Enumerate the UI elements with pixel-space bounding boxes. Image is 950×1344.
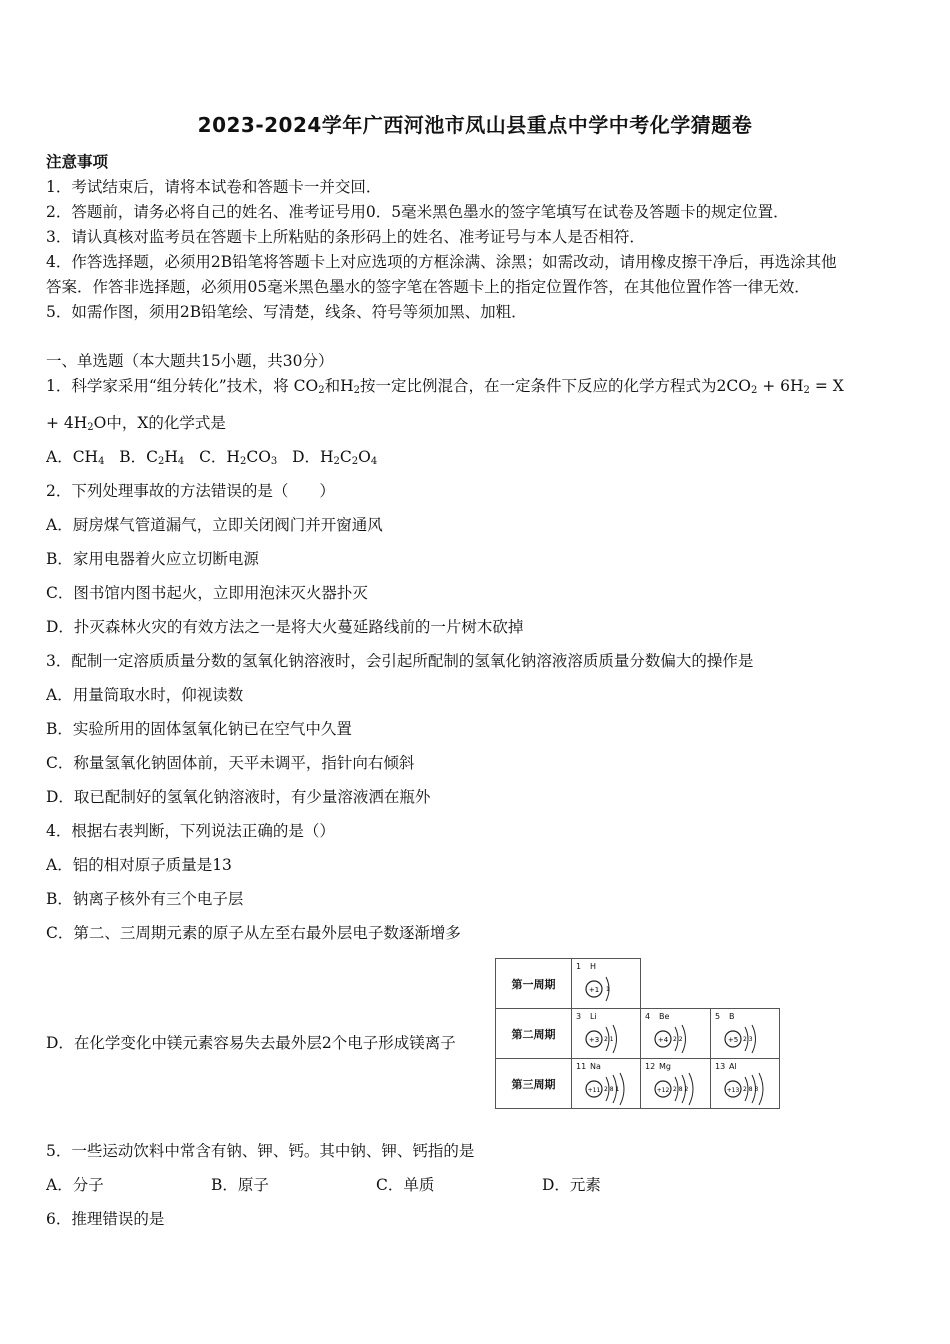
q6-stem: 6．推理错误的是 xyxy=(46,1210,165,1228)
svg-text:+3: +3 xyxy=(588,1036,600,1044)
q1-option-d: D．$H_2C_2O_4$ xyxy=(292,448,378,467)
atom-diagram-h xyxy=(580,971,630,1007)
section-heading: 一、单选题（本大题共15小题，共30分） xyxy=(46,352,334,370)
atom-diagram-li xyxy=(580,1021,636,1057)
atom-diagram-b xyxy=(719,1021,775,1057)
q5-option-a: A．分子 xyxy=(46,1176,104,1194)
q4-option-b: B．钠离子核外有三个电子层 xyxy=(46,890,244,908)
svg-text:+11: +11 xyxy=(587,1087,601,1094)
q1-option-c: C．$H_2CO_3$ xyxy=(199,448,278,467)
svg-text:+5: +5 xyxy=(727,1036,739,1044)
q2-option-a: A．厨房煤气管道漏气，立即关闭阀门并开窗通风 xyxy=(46,516,383,534)
svg-text:+13: +13 xyxy=(726,1087,740,1094)
q1-option-b: B．$C_2H_4$ xyxy=(119,448,185,467)
notice-item-2: 2．答题前，请务必将自己的姓名、准考证号用0．5毫米黑色墨水的签字笔填写在试卷及答题卡的规定位置． xyxy=(46,203,789,221)
q4-option-c: C．第二、三周期元素的原子从左至右最外层电子数逐渐增多 xyxy=(46,924,461,942)
svg-text:+12: +12 xyxy=(656,1087,670,1094)
svg-text:+1: +1 xyxy=(588,986,600,994)
q4-option-d: D．在化学变化中镁元素容易失去最外层2个电子形成镁离子 xyxy=(46,1034,456,1052)
q2-option-d: D．扑灭森林火灾的有效方法之一是将大火蔓延路线前的一片树木砍掉 xyxy=(46,618,524,636)
notice-item-5: 5．如需作图，须用2B铅笔绘、写清楚，线条、符号等须加黑、加粗． xyxy=(46,303,527,321)
q4-stem: 4．根据右表判断，下列说法正确的是（） xyxy=(46,822,335,840)
notice-heading: 注意事项 xyxy=(46,152,109,171)
q5-option-c: C．单质 xyxy=(376,1176,435,1194)
row-label-period-3: 第三周期 xyxy=(495,1058,572,1109)
q3-option-a: A．用量筒取水时，仰视读数 xyxy=(46,686,244,704)
element-cell-b: 5 B +5 2 3 xyxy=(710,1008,780,1059)
q5-option-d: D．元素 xyxy=(542,1176,601,1194)
svg-text:2 2: 2 2 xyxy=(673,1036,683,1043)
q2-stem: 2．下列处理事故的方法错误的是（ ） xyxy=(46,482,335,500)
svg-text:2 1: 2 1 xyxy=(604,1036,614,1043)
notice-item-1: 1．考试结束后，请将本试卷和答题卡一并交回． xyxy=(46,178,382,196)
q1-options xyxy=(46,447,377,467)
notice-item-4: 4．作答选择题，必须用2B铅笔将答题卡上对应选项的方框涂满、涂黑；如需改动，请用橡皮擦干净后，再选涂其他 xyxy=(46,253,837,271)
q2-option-b: B．家用电器着火应立切断电源 xyxy=(46,550,259,568)
element-cell-li: 3 Li +3 2 1 xyxy=(571,1008,641,1059)
atom-diagram-al xyxy=(719,1071,777,1107)
element-cell-h: 1 H +1 1 xyxy=(571,958,641,1009)
q3-option-b: B．实验所用的固体氢氧化钠已在空气中久置 xyxy=(46,720,352,738)
svg-text:2 8 1: 2 8 1 xyxy=(604,1086,620,1093)
q1-option-a: A．$CH_4$ xyxy=(46,448,105,467)
q3-stem: 3．配制一定溶质质量分数的氢氧化钠溶液时，会引起所配制的氢氧化钠溶液溶质质量分数偏大的操作是 xyxy=(46,652,754,670)
svg-text:+4: +4 xyxy=(657,1036,669,1044)
q1-stem-line2: + $4H_2O$中，X的化学式是 xyxy=(46,414,226,433)
atom-diagram-be xyxy=(649,1021,705,1057)
svg-text:2 8 2: 2 8 2 xyxy=(673,1086,689,1093)
q1-stem-line1: 1．科学家采用“组分转化”技术，将 $CO_2$和$H_2$按一定比例混合，在一定条件下反应的化学方程式为$2CO_2 + 6H_2 = X$ xyxy=(46,377,844,396)
svg-text:2 3: 2 3 xyxy=(743,1036,753,1043)
atom-diagram-na xyxy=(580,1071,638,1107)
element-cell-na: 11 Na +11 2 8 1 xyxy=(571,1058,641,1109)
atom-diagram-mg xyxy=(649,1071,707,1107)
q3-option-d: D．取已配制好的氢氧化钠溶液时，有少量溶液洒在瓶外 xyxy=(46,788,431,806)
row-label-period-2: 第二周期 xyxy=(495,1008,572,1059)
element-cell-be: 4 Be +4 2 2 xyxy=(640,1008,711,1059)
row-label-period-1: 第一周期 xyxy=(495,958,572,1009)
notice-item-3: 3．请认真核对监考员在答题卡上所粘贴的条形码上的姓名、准考证号与本人是否相符． xyxy=(46,228,645,246)
q3-option-c: C．称量氢氧化钠固体前，天平未调平，指针向右倾斜 xyxy=(46,754,415,772)
q5-stem: 5．一些运动饮料中常含有钠、钾、钙。其中钠、钾、钙指的是 xyxy=(46,1142,475,1160)
svg-text:2 8 3: 2 8 3 xyxy=(743,1086,759,1093)
page-title: 2023-2024学年广西河池市凤山县重点中学中考化学猜题卷 xyxy=(197,113,753,137)
notice-item-4-cont: 答案．作答非选择题，必须用05毫米黑色墨水的签字笔在答题卡上的指定位置作答，在其他位置作答一律无效． xyxy=(46,278,810,296)
q2-option-c: C．图书馆内图书起火，立即用泡沫灭火器扑灭 xyxy=(46,584,368,602)
q4-option-a: A．铝的相对原子质量是13 xyxy=(46,856,232,874)
q5-option-b: B．原子 xyxy=(211,1176,269,1194)
element-cell-mg: 12 Mg +12 2 8 2 xyxy=(640,1058,711,1109)
element-cell-al: 13 Al +13 2 8 3 xyxy=(710,1058,780,1109)
svg-text:1: 1 xyxy=(606,986,610,993)
